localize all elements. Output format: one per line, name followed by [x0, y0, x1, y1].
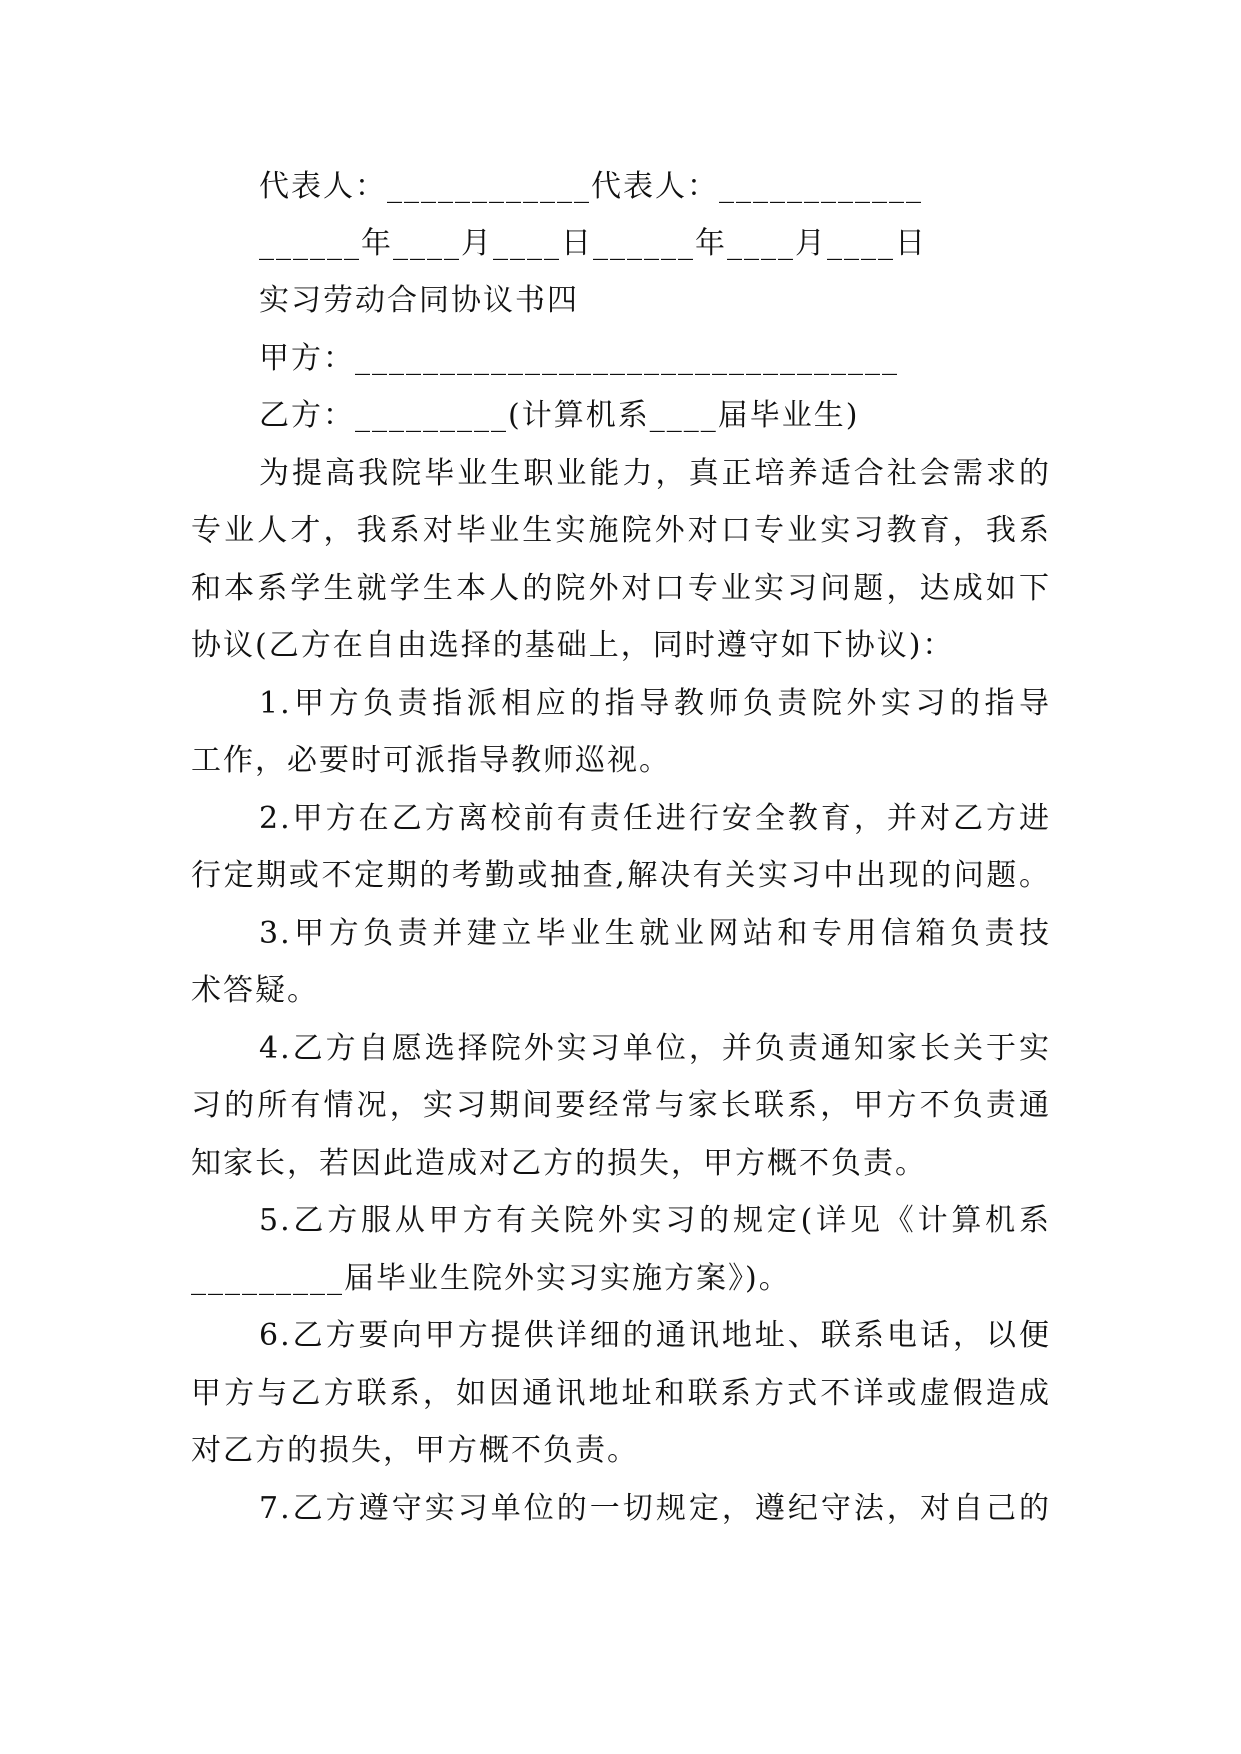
clause-2-line-2: 行定期或不定期的考勤或抽查,解决有关实习中出现的问题。: [191, 858, 1051, 893]
clause-6-line-3: 对乙方的损失，甲方概不负责。: [191, 1433, 639, 1468]
clause-6-line-2: 甲方与乙方联系，如因通讯地址和联系方式不详或虚假造成: [191, 1376, 1051, 1411]
clause-3-line-1: 3.甲方负责并建立毕业生就业网站和专用信箱负责技: [259, 916, 1051, 951]
clause-7-line-1: 7.乙方遵守实习单位的一切规定，遵纪守法，对自己的: [259, 1491, 1051, 1526]
clause-3-line-2: 术答疑。: [191, 973, 319, 1008]
signature-representatives-line: 代表人：____________代表人：____________: [259, 169, 923, 204]
clause-4-line-3: 知家长，若因此造成对乙方的损失，甲方概不负责。: [191, 1146, 927, 1181]
clause-4-line-2: 习的所有情况，实习期间要经常与家长联系，甲方不负责通: [191, 1088, 1051, 1123]
intro-paragraph-line-1: 为提高我院毕业生职业能力，真正培养适合社会需求的: [259, 456, 1051, 491]
clause-1-line-2: 工作，必要时可派指导教师巡视。: [191, 743, 671, 778]
intro-paragraph-line-2: 专业人才，我系对毕业生实施院外对口专业实习教育，我系: [191, 513, 1051, 548]
clause-1-line-1: 1.甲方负责指派相应的指导教师负责院外实习的指导: [259, 686, 1051, 721]
section-title: 实习劳动合同协议书四: [259, 283, 579, 318]
clause-5-line-2: _________届毕业生院外实习实施方案》)。: [191, 1261, 791, 1296]
clause-6-line-1: 6.乙方要向甲方提供详细的通讯地址、联系电话，以便: [259, 1318, 1051, 1353]
signature-date-line: ______年____月____日______年____月____日: [259, 226, 927, 261]
clause-5-line-1: 5.乙方服从甲方有关院外实习的规定(详见《计算机系: [259, 1203, 1051, 1238]
intro-paragraph-line-4: 协议(乙方在自由选择的基础上，同时遵守如下协议)：: [191, 628, 955, 663]
intro-paragraph-line-3: 和本系学生就学生本人的院外对口专业实习问题，达成如下: [191, 571, 1051, 606]
party-b-line: 乙方：_________(计算机系____届毕业生): [259, 398, 860, 433]
party-a-line: 甲方：________________________________: [259, 341, 899, 376]
clause-2-line-1: 2.甲方在乙方离校前有责任进行安全教育，并对乙方进: [259, 801, 1051, 836]
clause-4-line-1: 4.乙方自愿选择院外实习单位，并负责通知家长关于实: [259, 1031, 1051, 1066]
